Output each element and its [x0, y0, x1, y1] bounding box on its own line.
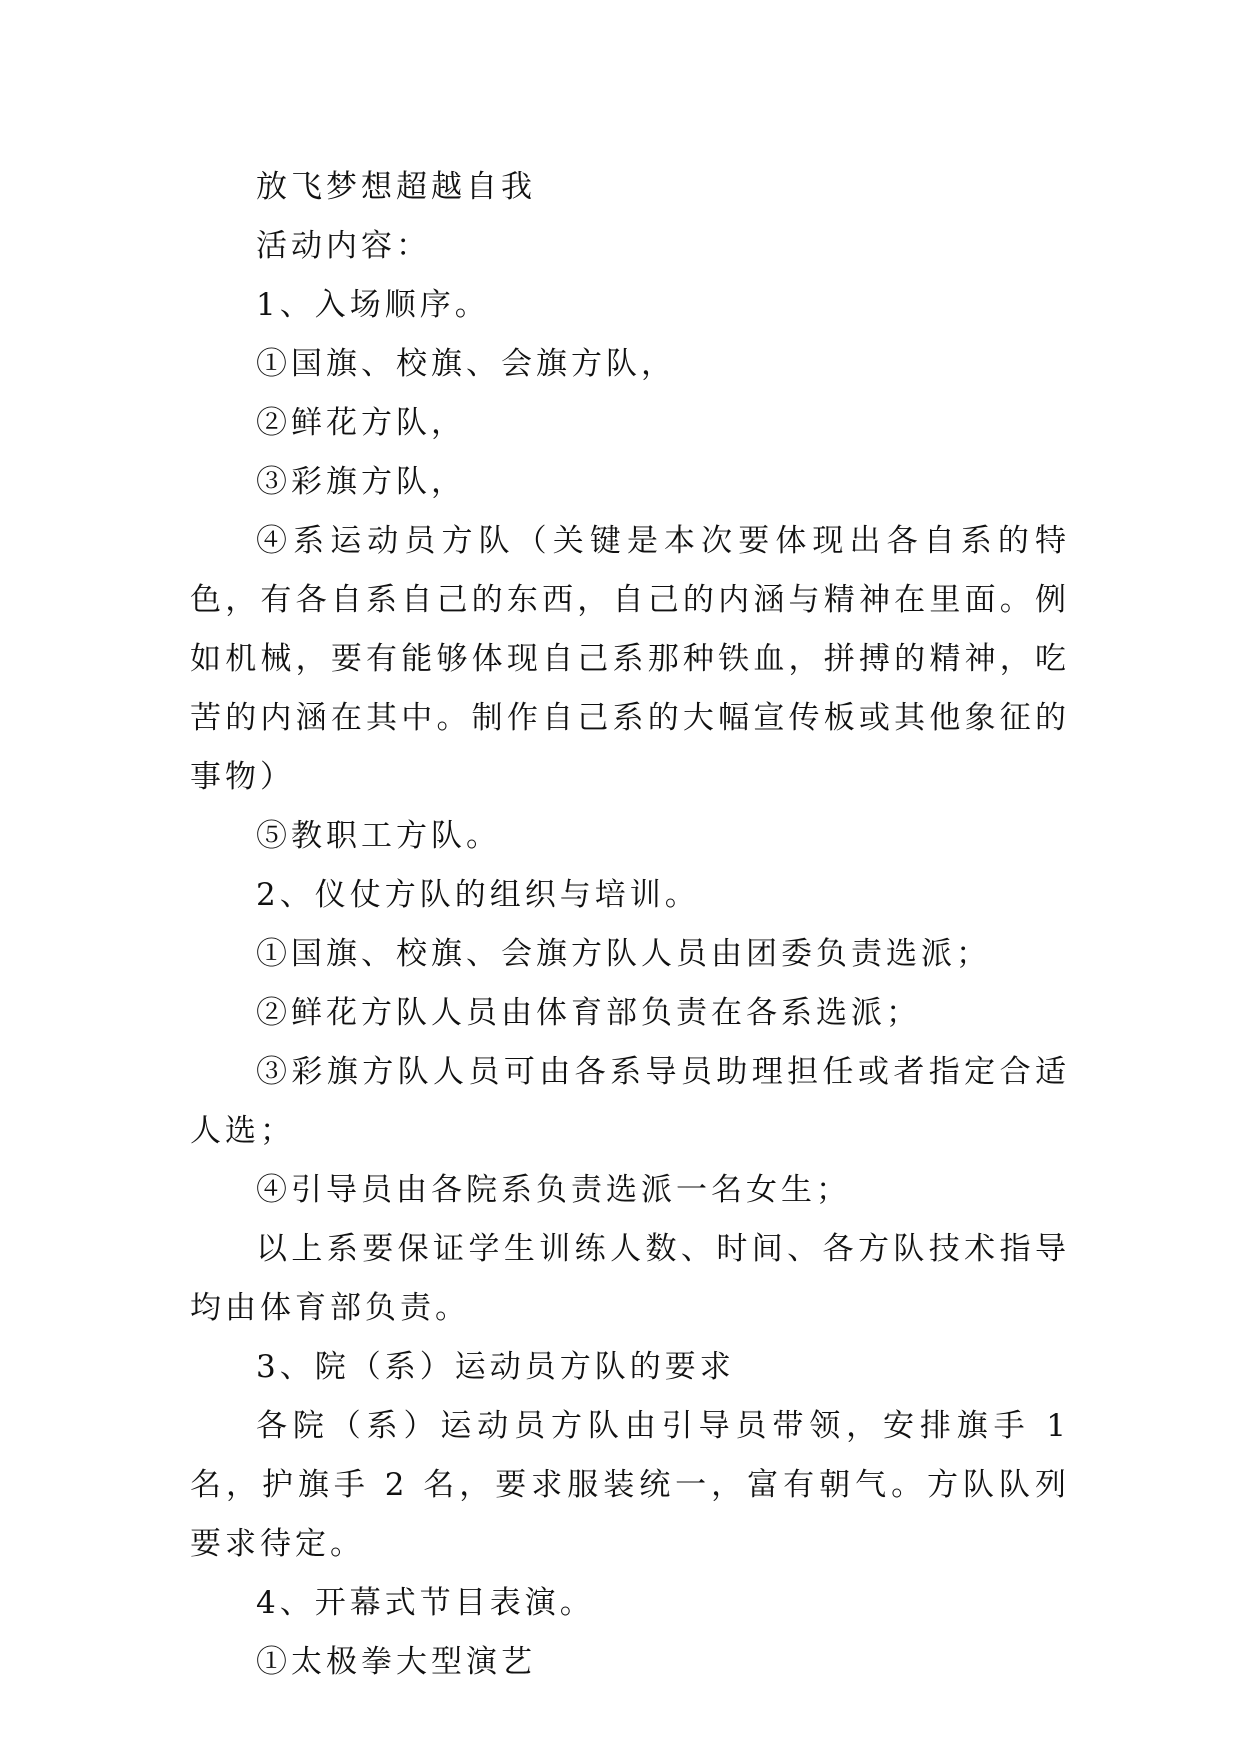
paragraph-section-1-title: 1、入场顺序。 — [256, 287, 490, 323]
paragraph-activity-heading: 活动内容： — [256, 228, 431, 264]
paragraph-item: ⑤教职工方队。 — [256, 818, 501, 854]
paragraph-slogan: 放飞梦想超越自我 — [256, 169, 536, 205]
paragraph-item: ③彩旗方队人员可由各系导员助理担任或者指定合适人选； — [190, 1054, 1070, 1149]
paragraph-note: 以上系要保证学生训练人数、时间、各方队技术指导均由体育部负责。 — [190, 1231, 1070, 1326]
document-body — [190, 158, 1070, 1692]
paragraph-section-4-title: 4、开幕式节目表演。 — [256, 1585, 595, 1621]
paragraph-item: ②鲜花方队人员由体育部负责在各系选派； — [256, 995, 921, 1031]
paragraph-item: ①国旗、校旗、会旗方队人员由团委负责选派； — [256, 936, 991, 972]
paragraph-item: ④系运动员方队（关键是本次要体现出各自系的特色，有各自系自己的东西，自己的内涵与精神在里面。例如机械，要有能够体现自己系那种铁血，拼搏的精神，吃苦的内涵在其中。制作自己系的大幅宣传板或其他象征的事物） — [190, 523, 1070, 795]
paragraph-item: ①太极拳大型演艺 — [256, 1644, 536, 1680]
paragraph-section-2-title: 2、仪仗方队的组织与培训。 — [256, 877, 700, 913]
paragraph-item: ③彩旗方队， — [256, 464, 466, 500]
paragraph-item: ④引导员由各院系负责选派一名女生； — [256, 1172, 851, 1208]
paragraph-item: ①国旗、校旗、会旗方队， — [256, 346, 676, 382]
paragraph-body: 各院（系）运动员方队由引导员带领，安排旗手 1 名，护旗手 2 名，要求服装统一，富有朝气。方队队列要求待定。 — [190, 1408, 1070, 1562]
paragraph-section-3-title: 3、院（系）运动员方队的要求 — [256, 1349, 735, 1385]
paragraph-item: ②鲜花方队， — [256, 405, 466, 441]
